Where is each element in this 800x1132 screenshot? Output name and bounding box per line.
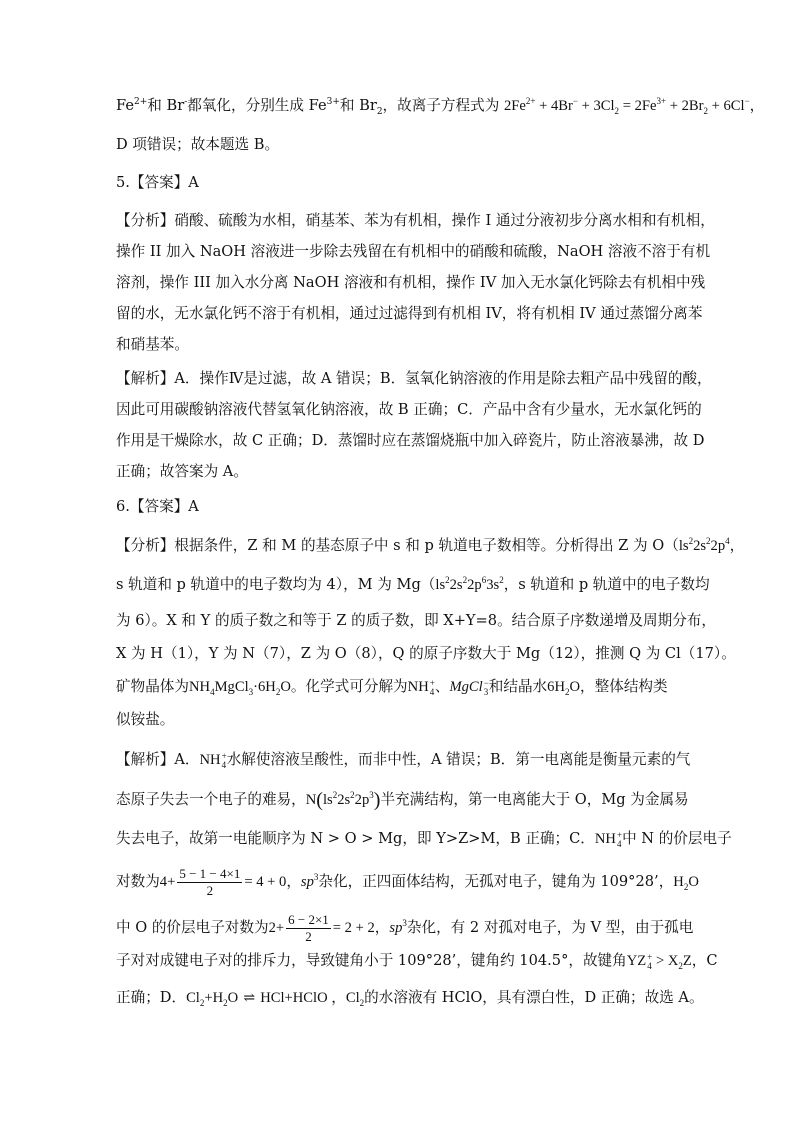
explanation-5-line-3: 作用是干燥除水，故 C 正确；D．蒸馏时应在蒸馏烧瓶中加入碎瓷片，防止溶液暴沸，故 D — [116, 432, 705, 449]
text-line-1: $Fe^{2+}$和 Br-都氧化，分别生成 $Fe^{3+}$和 $Br_2$，故离子方程式为 $2Fe^{2+} + 4Br^- + 3Cl_2 = 2Fe^{3+} + 2Br_2 + 6Cl^-$， — [116, 96, 765, 117]
explanation-5-line-1: 【解析】A．操作Ⅳ是过滤，故 A 错误；B．氢氧化钠溶液的作用是除去粗产品中残留的酸， — [116, 370, 712, 387]
text-line-2: D 项错误；故本题选 B。 — [116, 136, 280, 153]
explanation-6-line-1: 【解析】A．NH + 4 水解使溶液呈酸性，而非中性，A 错误；B．第一电离能是衡量元素的气 — [116, 750, 691, 770]
analysis-5-line-2: 操作 II 加入 NaOH 溶液进一步除去残留在有机相中的硝酸和硫酸，NaOH 溶液不溶于有机 — [116, 243, 711, 260]
explanation-6-line-3: 失去电子，故第一电能顺序为 N > O > Mg，即 Y>Z>M，B 正确；C．NH + 4 中 N 的价层电子 — [116, 829, 732, 849]
analysis-5-line-5: 和硝基苯。 — [116, 336, 189, 353]
answer-5-heading: 5.【答案】A — [116, 174, 199, 191]
explanation-6-line-2: 态原子失去一个电子的难易，$N(ls^22s^22p^3)$半充满结构，第一电离能大于 O，Mg 为金属易 — [116, 789, 689, 811]
explanation-5-line-2: 因此可用碳酸钠溶液代替氢氧化钠溶液，故 B 正确；C．产品中含有少量水，无水氯化钙的 — [116, 401, 702, 418]
explanation-6-line-7: 正确；D．$Cl_2+H_2O$ ⇌ HCl+HClO ，$Cl_2$的水溶液有 HClO，具有漂白性，D 正确；故选 A。 — [116, 989, 704, 1008]
analysis-6-line-6: 似铵盐。 — [116, 711, 175, 728]
analysis-5-line-4: 留的水，无水氯化钙不溶于有机相，通过过滤得到有机相 IV，将有机相 IV 通过蒸馏分离苯 — [116, 305, 703, 322]
explanation-6-line-5: 中 O 的价层电子对数为2+ $\frac{6 - 2\times 1}{2}$ = 2 + 2，$sp^3$杂化，有 2 对孤对电子，为 V 型，由于孤电 — [116, 912, 694, 944]
ionic-equation: $2Fe^{2+} + 4Br^- + 3Cl_2 = 2Fe^{3+} + 2Br_2 + 6Cl^-$， — [503, 96, 765, 116]
explanation-6-line-6: 子对对成键电子对的排斥力，导致键角小于 109°28’，键角约 104.5°，故键角YZ + 4 > $X_2Z$，C — [116, 951, 718, 971]
fraction: $\frac{6 - 2\times 1}{2}$ — [288, 912, 329, 944]
analysis-5-line-3: 溶剂，操作 III 加入水分离 NaOH 溶液和有机相，操作 IV 加入无水氯化钙除去有机相中残 — [116, 274, 706, 291]
analysis-6-line-2: s 轨道和 p 轨道中的电子数均为 4），M 为 $Mg(ls^22s^22p^63s^2$，s 轨道和 p 轨道中的电子数均 — [116, 575, 710, 593]
explanation-5-line-4: 正确；故答案为 A。 — [116, 463, 248, 480]
analysis-5-line-1: 【分析】硝酸、硫酸为水相，硝基苯、苯为有机相，操作 I 通过分液初步分离水相和有机相， — [116, 212, 715, 229]
analysis-6-line-3: 为 6）。X 和 Y 的质子数之和等于 Z 的质子数，即 X+Y=8。结合原子序数递增及周期分布， — [116, 612, 716, 629]
analysis-6-line-5: 矿物晶体为$NH_4MgCl_3\cdot 6H_2O$。化学式可分解为NH + 4 、MgCl − 3 和结晶水$6H_2O$，整体结构类 — [116, 677, 668, 697]
explanation-6-line-4: 对数为4+ $\frac{5 - 1 - 4\times 1}{2}$ = 4 + 0，$sp^3$杂化，正四面体结构，无孤对电子，键角为 109°28’，$H_2O$ — [116, 866, 699, 898]
fraction: $\frac{5 - 1 - 4\times 1}{2}$ — [179, 866, 241, 898]
analysis-6-line-4: X 为 H（1），Y 为 N（7），Z 为 O（8），Q 的原子序数大于 Mg（12），推测 Q 为 Cl（17）。 — [116, 645, 736, 662]
answer-6-heading: 6.【答案】A — [116, 498, 199, 515]
analysis-6-line-1: 【分析】根据条件，Z 和 M 的基态原子中 s 和 p 轨道电子数相等。分析得出 Z 为 $O(ls^22s^22p^4$， — [116, 536, 745, 554]
